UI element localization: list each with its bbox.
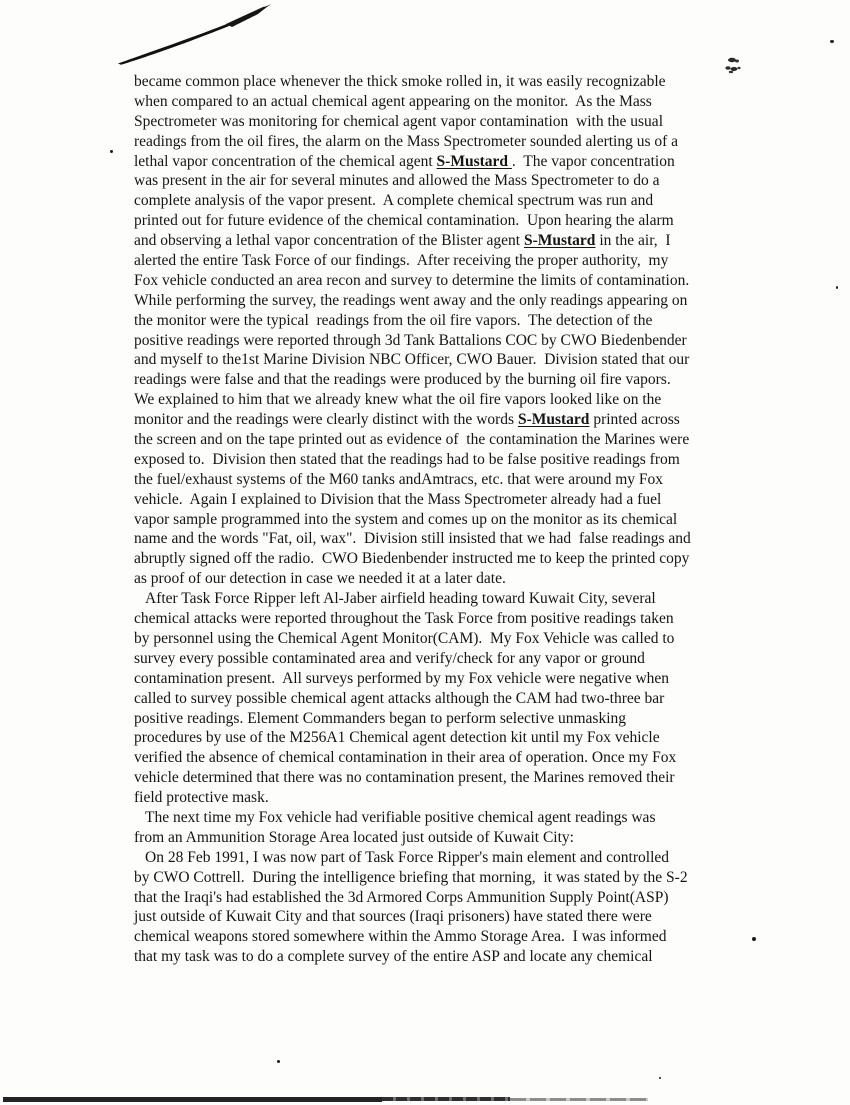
text-line <box>134 311 774 331</box>
text-segment: . The vapor concentration <box>511 152 675 170</box>
text-line <box>134 828 774 848</box>
text-segment: and myself to the1st Marine Division NBC Officer, CWO Bauer. Division stated that our <box>134 351 690 369</box>
text-segment: lethal vapor concentration of the chemical agent <box>134 152 437 170</box>
text-segment: verified the absence of chemical contamination in their area of operation. Once my Fox <box>134 749 677 767</box>
text-line <box>134 92 774 112</box>
text-segment: contamination present. All surveys performed by my Fox vehicle were negative when <box>134 669 670 687</box>
text-line <box>134 848 774 868</box>
text-segment: positive readings were reported through 3d Tank Battalions COC by CWO Biedenbender <box>134 331 687 349</box>
text-segment: the fuel/exhaust systems of the M60 tanks andAmtracs, etc. that were around my Fox <box>134 470 664 488</box>
text-segment: printed across <box>589 411 680 429</box>
text-segment: monitor and the readings were clearly distinct with the words <box>134 411 518 429</box>
text-line <box>134 808 774 828</box>
text-line <box>134 370 774 390</box>
text-segment: exposed to. Division then stated that the readings had to be false positive readings from <box>134 450 680 468</box>
text-segment: in the air, I <box>595 232 671 250</box>
text-segment: by CWO Cottrell. During the intelligence briefing that morning, it was stated by the S-2 <box>134 868 688 886</box>
text-line <box>134 669 774 689</box>
text-segment: While performing the survey, the readings went away and the only readings appearing on <box>134 291 688 309</box>
underlined-agent-name: S-Mustard <box>517 411 590 429</box>
text-segment: After Task Force Ripper left Al-Jaber airfield heading toward Kuwait City, several <box>145 590 656 608</box>
text-segment: positive readings. Element Commanders began to perform selective unmasking <box>134 709 626 727</box>
text-line <box>134 470 774 490</box>
scan-edge-bar <box>510 1098 648 1101</box>
ink-speck <box>830 40 834 43</box>
text-line <box>134 291 774 311</box>
text-line <box>134 529 774 549</box>
text-line <box>134 72 774 92</box>
text-line <box>134 768 774 788</box>
underlined-agent-name: S-Mustard <box>436 152 512 170</box>
underlined-agent-name: S-Mustard <box>523 232 596 250</box>
ink-speck <box>836 286 838 289</box>
text-segment: was present in the air for several minutes and allowed the Mass Spectrometer to do a <box>134 172 660 190</box>
text-line <box>134 947 774 967</box>
text-segment: that my task was to do a complete survey of the entire ASP and locate any chemical <box>134 948 653 966</box>
text-line <box>134 430 774 450</box>
pen-stroke-mark <box>108 0 283 70</box>
text-line <box>134 709 774 729</box>
text-line <box>134 231 774 251</box>
text-segment: vehicle determined that there was no contamination present, the Marines removed their <box>134 769 675 787</box>
text-line <box>134 549 774 569</box>
text-line <box>134 171 774 191</box>
scan-edge-bar <box>382 1097 510 1101</box>
text-segment: chemical weapons stored somewhere within the Ammo Storage Area. I was informed <box>134 928 667 946</box>
text-segment: On 28 Feb 1991, I was now part of Task Force Ripper's main element and controlled <box>145 848 670 866</box>
text-line <box>134 788 774 808</box>
text-segment: alerted the entire Task Force of our findings. After receiving the proper authority, my <box>134 252 669 270</box>
text-segment: called to survey possible chemical agent attacks although the CAM had two-three bar <box>134 689 665 707</box>
text-line <box>134 609 774 629</box>
document-text <box>134 72 774 967</box>
text-line <box>134 748 774 768</box>
text-segment: The next time my Fox vehicle had verifiable positive chemical agent readings was <box>145 808 656 826</box>
scan-edge-bar <box>3 1097 382 1102</box>
text-line <box>134 888 774 908</box>
text-line <box>134 331 774 351</box>
text-segment: as proof of our detection in case we needed it at a later date. <box>134 570 506 588</box>
text-segment: abruptly signed off the radio. CWO Biedenbender instructed me to keep the printed copy <box>134 550 690 568</box>
text-line <box>134 450 774 470</box>
text-segment: from an Ammunition Storage Area located just outside of Kuwait City: <box>134 828 574 846</box>
text-segment: and observing a lethal vapor concentration of the Blister agent <box>134 232 524 250</box>
text-segment: that the Iraqi's had established the 3d Armored Corps Ammunition Supply Point(ASP) <box>134 888 669 906</box>
text-segment: name and the words "Fat, oil, wax". Division still insisted that we had false readings and <box>134 530 691 548</box>
text-segment: the monitor were the typical readings from the oil fire vapors. The detection of the <box>134 311 653 329</box>
text-line <box>134 689 774 709</box>
text-segment: Spectrometer was monitoring for chemical agent vapor contamination with the usual <box>134 112 663 130</box>
text-segment: by personnel using the Chemical Agent Monitor(CAM). My Fox Vehicle was called to <box>134 629 675 647</box>
text-segment: procedures by use of the M256A1 Chemical agent detection kit until my Fox vehicle <box>134 729 660 747</box>
text-segment: the screen and on the tape printed out as evidence of the contamination the Marines were <box>134 431 690 449</box>
text-line <box>134 927 774 947</box>
text-line <box>134 649 774 669</box>
text-line <box>134 191 774 211</box>
text-line <box>134 251 774 271</box>
text-line <box>134 410 774 430</box>
text-segment: complete analysis of the vapor present. A complete chemical spectrum was run and <box>134 192 654 210</box>
text-line <box>134 728 774 748</box>
ink-speck <box>659 1077 661 1079</box>
text-line <box>134 510 774 530</box>
text-line <box>134 350 774 370</box>
text-segment: printed out for future evidence of the chemical contamination. Upon hearing the alarm <box>134 212 674 230</box>
text-line <box>134 211 774 231</box>
text-line <box>134 589 774 609</box>
text-line <box>134 490 774 510</box>
text-segment: field protective mask. <box>134 789 269 807</box>
text-segment: survey every possible contaminated area and verify/check for any vapor or ground <box>134 649 645 667</box>
text-segment: We explained to him that we already knew what the oil fire vapors looked like on the <box>134 391 662 409</box>
text-line <box>134 112 774 132</box>
text-line <box>134 132 774 152</box>
text-segment: vehicle. Again I explained to Division that the Mass Spectrometer already had a fuel <box>134 490 662 508</box>
text-segment: when compared to an actual chemical agent appearing on the monitor. As the Mass <box>134 92 652 110</box>
text-line <box>134 152 774 172</box>
text-line <box>134 390 774 410</box>
text-segment: Fox vehicle conducted an area recon and survey to determine the limits of contamination. <box>134 271 690 289</box>
text-segment: just outside of Kuwait City and that sources (Iraqi prisoners) have stated there were <box>134 908 652 926</box>
text-segment: readings from the oil fires, the alarm on the Mass Spectrometer sounded alerting us of a <box>134 132 679 150</box>
text-segment: readings were false and that the readings were produced by the burning oil fire vapors. <box>134 371 671 389</box>
ink-speck <box>110 150 113 153</box>
text-segment: chemical attacks were reported throughout the Task Force from positive readings taken <box>134 610 674 628</box>
text-segment: became common place whenever the thick smoke rolled in, it was easily recognizable <box>134 73 666 90</box>
text-line <box>134 271 774 291</box>
text-line <box>134 868 774 888</box>
text-line <box>134 569 774 589</box>
ink-speck <box>277 1060 280 1063</box>
text-line <box>134 907 774 927</box>
text-segment: vapor sample programmed into the system and comes up on the monitor as its chemical <box>134 510 678 528</box>
text-line <box>134 629 774 649</box>
